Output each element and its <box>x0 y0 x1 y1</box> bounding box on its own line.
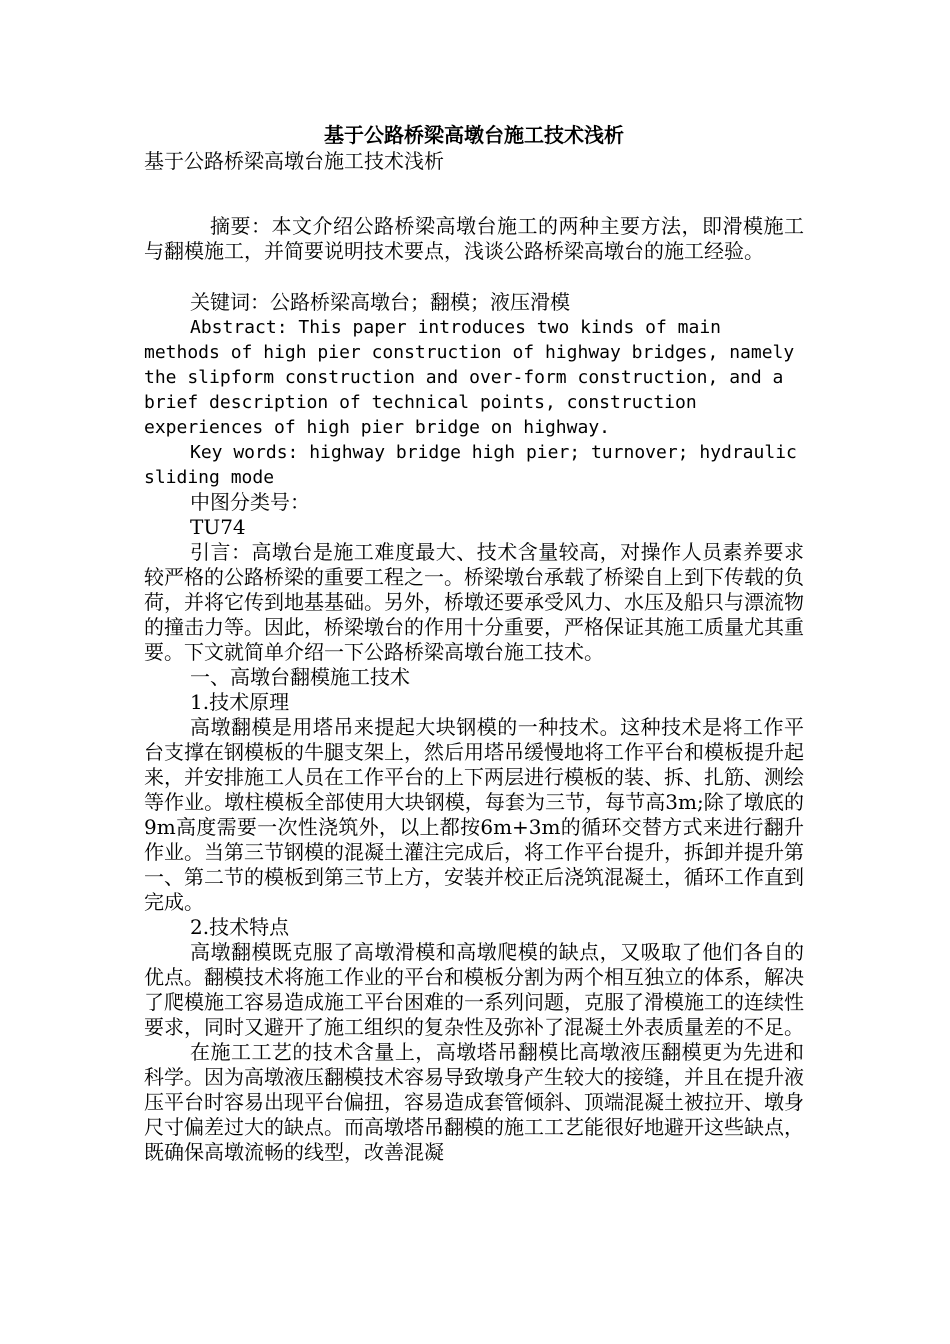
intro-paragraph: 引言：高墩台是施工难度最大、技术含量较高，对操作人员素养要求较严格的公路桥梁的重要工程之一。桥梁墩台承载了桥梁自上到下传载的负荷，并将它传到地基基础。另外，桥墩还要承受风力、水压及船只与漂流物的撞击力等。因此，桥梁墩台的作用十分重要，严格保证其施工质量尤其重要。下文就简单介绍一下公路桥梁高墩台施工技术。 <box>144 540 804 664</box>
spacer <box>144 264 804 290</box>
spacer <box>144 174 804 214</box>
abstract-en: Abstract: This paper introduces two kinds of main methods of high pier construction of highway bridges, namely the slipform construction and over-form construction, and a brief description of technical points, construction experiences of high pier bridge on highway. <box>144 317 795 438</box>
document-title: 基于公路桥梁高墩台施工技术浅析 <box>324 123 624 147</box>
document-page <box>144 122 804 1165</box>
subsection-heading-2: 2.技术特点 <box>190 915 290 939</box>
abstract-cn: 摘要：本文介绍公路桥梁高墩台施工的两种主要方法，即滑模施工与翻模施工，并简要说明技术要点，浅谈公路桥梁高墩台的施工经验。 <box>144 214 804 263</box>
keywords-cn: 关键词：公路桥梁高墩台；翻模；液压滑模 <box>190 290 570 314</box>
subsection-heading-1: 1.技术原理 <box>190 690 290 714</box>
paragraph-features: 高墩翻模既克服了高墩滑模和高墩爬模的缺点，又吸取了他们各自的优点。翻模技术将施工作业的平台和模板分割为两个相互独立的体系，解决了爬模施工容易造成施工平台困难的一系列问题，克服了滑模施工的连续性要求，同时又避开了施工组织的复杂性及弥补了混凝土外表质量差的不足。 <box>144 940 804 1039</box>
clc-label: 中图分类号： <box>190 490 310 514</box>
paragraph-principle: 高墩翻模是用塔吊来提起大块钢模的一种技术。这种技术是将工作平台支撑在钢模板的牛腿支架上，然后用塔吊缓慢地将工作平台和模板提升起来，并安排施工人员在工作平台的上下两层进行模板的装、拆、扎筋、测绘等作业。墩柱模板全部使用大块钢模，每套为三节，每节高3m;除了墩底的9m高度需要一次性浇筑外，以上都按6m+3m的循环交替方式来进行翻升作业。当第三节钢模的混凝土灌注完成后，将工作平台提升，拆卸并提升第一、第二节的模板到第三节上方，安装并校正后浇筑混凝土，循环工作直到完成。 <box>144 715 804 914</box>
clc-value: TU74 <box>190 515 246 539</box>
paragraph-process: 在施工工艺的技术含量上，高墩塔吊翻模比高墩液压翻模更为先进和科学。因为高墩液压翻模技术容易导致墩身产生较大的接缝，并且在提升液压平台时容易出现平台偏扭，容易造成套管倾斜、顶端混凝土被拉开、墩身尺寸偏差过大的缺点。而高墩塔吊翻模的施工工艺能很好地避开这些缺点，既确保高墩流畅的线型，改善混凝 <box>144 1040 804 1164</box>
section-heading-1: 一、高墩台翻模施工技术 <box>190 665 410 689</box>
keywords-en: Key words: highway bridge high pier; turnover; hydraulic sliding mode <box>144 442 797 488</box>
document-subtitle: 基于公路桥梁高墩台施工技术浅析 <box>144 149 444 173</box>
